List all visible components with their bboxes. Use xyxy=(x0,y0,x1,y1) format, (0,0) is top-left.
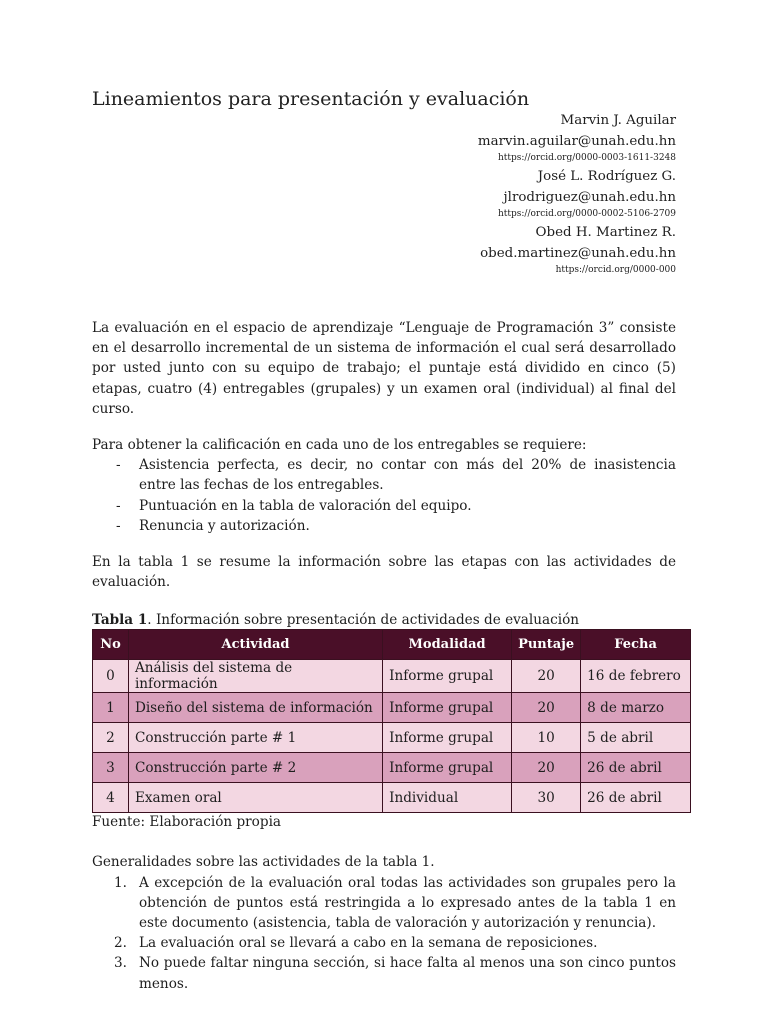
table-cell: Examen oral xyxy=(128,783,382,813)
table-cell: 16 de febrero xyxy=(581,660,691,693)
author-entry xyxy=(92,222,676,277)
table-cell: Individual xyxy=(383,783,512,813)
list-text: A excepción de la evaluación oral todas las actividades son grupales pero la obtención de puntos está restringida a lo expresado antes de la tabla 1 en este documento (asistencia, tabla de valoración y autorización y renuncia). xyxy=(139,874,676,932)
list-item xyxy=(114,873,676,934)
column-header: Actividad xyxy=(128,630,382,660)
table-cell: Informe grupal xyxy=(383,753,512,783)
table-source: Fuente: Elaboración propia xyxy=(92,814,282,831)
list-text: La evaluación oral se llevará a cabo en la semana de reposiciones. xyxy=(139,935,598,952)
list-item: - Asistencia perfecta, es decir, no contar con más del 20% de inasistencia entre las fechas de los entregables. xyxy=(139,455,676,495)
table-cell: 5 de abril xyxy=(581,723,691,753)
table-row xyxy=(93,660,691,693)
table-cell: 3 xyxy=(93,753,129,783)
list-item xyxy=(114,953,676,993)
intro-paragraph: La evaluación en el espacio de aprendizaje “Lenguaje de Programación 3” consiste en el desarrollo incremental de un sistema de información el cual será desarrollado por usted junto con su equipo de trabajo; el puntaje está dividido en cinco (5) etapas, cuatro (4) entregables (grupales) y un examen oral (individual) al final del curso. xyxy=(92,320,676,417)
list-number: 2. xyxy=(114,935,127,952)
table-caption-label: Tabla 1 xyxy=(92,612,148,629)
list-number: 1. xyxy=(114,874,127,891)
column-header: Fecha xyxy=(581,630,691,660)
author-email: jlrodriguez@unah.edu.hn xyxy=(503,190,676,205)
author-email: marvin.aguilar@unah.edu.hn xyxy=(477,134,676,149)
list-item: - Renuncia y autorización. xyxy=(139,516,676,536)
table-cell: 30 xyxy=(512,783,581,813)
generalities-lead: Generalidades sobre las actividades de la tabla 1. xyxy=(92,854,435,871)
table-cell: Informe grupal xyxy=(383,693,512,723)
table-cell: Construcción parte # 2 xyxy=(128,753,382,783)
table-row xyxy=(93,693,691,723)
table-cell: 10 xyxy=(512,723,581,753)
table-cell: 26 de abril xyxy=(581,753,691,783)
list-number: 3. xyxy=(114,955,127,972)
table-cell: 20 xyxy=(512,753,581,783)
evaluation-table xyxy=(92,629,691,813)
column-header: Modalidad xyxy=(383,630,512,660)
table-cell: Informe grupal xyxy=(383,723,512,753)
table-cell: 20 xyxy=(512,660,581,693)
column-header: Puntaje xyxy=(512,630,581,660)
table-cell: 0 xyxy=(93,660,129,693)
author-orcid: https://orcid.org/0000-0002-5106-2709 xyxy=(497,209,676,219)
table-cell: Informe grupal xyxy=(383,660,512,693)
author-name: José L. Rodríguez G. xyxy=(537,169,676,184)
table-caption-text: . Información sobre presentación de actividades de evaluación xyxy=(147,612,580,629)
table-row xyxy=(93,753,691,783)
list-text: No puede faltar ninguna sección, si hace falta al menos una son cinco puntos menos. xyxy=(139,955,676,992)
requirements-list xyxy=(92,455,676,536)
author-orcid: https://orcid.org/0000-0003-1611-3248 xyxy=(497,153,676,163)
table-cell: Diseño del sistema de información xyxy=(128,693,382,723)
document-title: Lineamientos para presentación y evaluación xyxy=(92,88,530,110)
list-item xyxy=(114,933,676,953)
table-cell: 8 de marzo xyxy=(581,693,691,723)
table-cell: 4 xyxy=(93,783,129,813)
table-row xyxy=(93,723,691,753)
table-cell: Análisis del sistema de información xyxy=(128,660,382,693)
author-entry xyxy=(92,166,676,221)
table-row xyxy=(93,783,691,813)
table-cell: 1 xyxy=(93,693,129,723)
requirements-lead: Para obtener la calificación en cada uno de los entregables se requiere: xyxy=(92,437,587,454)
table-cell: 20 xyxy=(512,693,581,723)
author-block xyxy=(92,110,676,277)
table-cell: Construcción parte # 1 xyxy=(128,723,382,753)
author-name: Obed H. Martinez R. xyxy=(535,225,676,240)
column-header: No xyxy=(93,630,129,660)
table-cell: 2 xyxy=(93,723,129,753)
author-email: obed.martinez@unah.edu.hn xyxy=(480,246,676,261)
table-caption xyxy=(92,611,676,629)
table-cell: 26 de abril xyxy=(581,783,691,813)
author-entry xyxy=(92,110,676,165)
summary-paragraph: En la tabla 1 se resume la información sobre las etapas con las actividades de evaluación. xyxy=(92,554,676,591)
generalities-list xyxy=(92,873,676,994)
list-item: - Puntuación en la tabla de valoración del equipo. xyxy=(139,496,676,516)
document-page xyxy=(92,86,681,994)
author-orcid: https://orcid.org/0000-000 xyxy=(555,265,676,275)
author-name: Marvin J. Aguilar xyxy=(560,113,676,128)
table-header-row xyxy=(93,630,691,660)
